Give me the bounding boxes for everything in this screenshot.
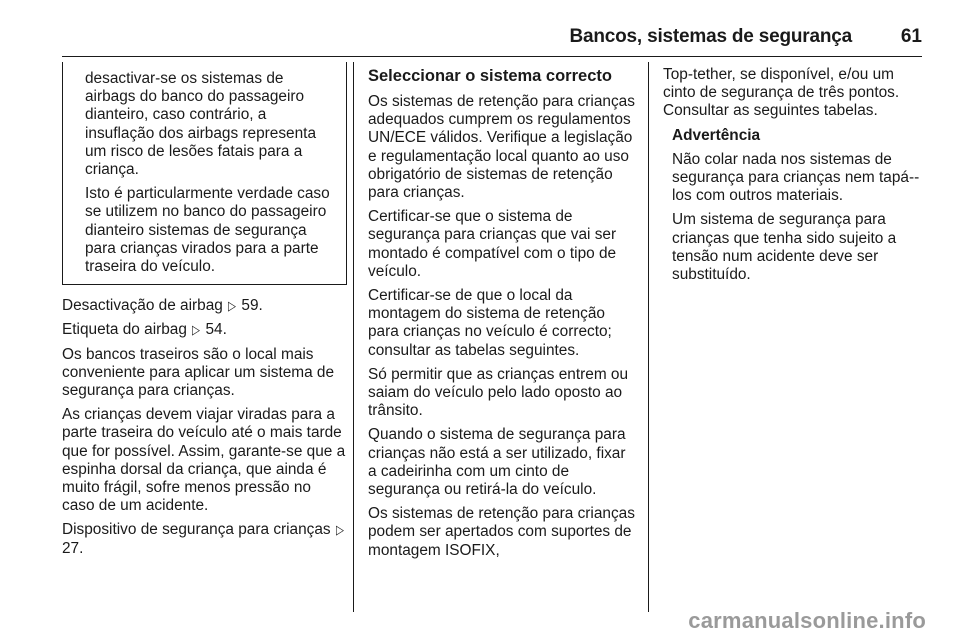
section-heading: Seleccionar o sistema correcto [368, 67, 612, 85]
ref-airbag-deactivation[interactable] [62, 297, 347, 315]
ref-text: Etiqueta do airbag [62, 321, 187, 339]
warning-text-2: Isto é particularmente verdade caso se utilizem no banco do passageiro dianteiro sistemas de segurança para crianças virados para a parte traseira do veículo. [85, 185, 330, 276]
section-title: Bancos, sistemas de segurança [569, 26, 852, 47]
paragraph-rear-seats: Os bancos traseiros são o local mais conveniente para aplicar um sistema de segurança para crianças. [62, 345, 335, 400]
paragraph: Os sistemas de retenção para crianças adequados cumprem os regulamentos UN/ECE válidos. Verifique a legislação e regulamentação local quanto ao uso obrigatório de sistemas de retenção para crianças. [368, 93, 635, 202]
column-divider-1 [353, 62, 354, 612]
paragraph: Só permitir que as crianças entrem ou saiam do veículo pelo lado oposto ao trânsito. [368, 365, 629, 420]
page-header [62, 26, 922, 50]
column-2 [368, 66, 638, 566]
paragraph: Certificar-se que o sistema de segurança para crianças que vai ser montado é compatível com o tipo de veículo. [368, 208, 617, 280]
column-3 [663, 66, 923, 290]
arrow-right-icon: ▷ [192, 322, 201, 338]
arrow-right-icon: ▷ [228, 298, 237, 314]
warning-text: Não colar nada nos sistemas de segurança para crianças nem tapá--los com outros materiais. [672, 150, 920, 205]
ref-page: 27. [62, 539, 84, 557]
warning-box [62, 62, 347, 285]
ref-page: 54. [205, 321, 227, 339]
arrow-right-icon: ▷ [335, 522, 344, 538]
warning-text-1: desactivar-se os sistemas de airbags do banco do passageiro dianteiro, caso contrário, a insuflação dos airbags representa um risco de lesões fatais para a criança. [85, 70, 317, 179]
warning-note [663, 127, 923, 285]
ref-text: Desactivação de airbag [62, 297, 223, 315]
page-number: 61 [900, 26, 922, 47]
paragraph: Os sistemas de retenção para crianças podem ser apertados com suportes de montagem ISOFIX, [368, 505, 635, 559]
paragraph: Certificar-se de que o local da montagem do sistema de retenção para crianças no veículo é correcto; consultar as tabelas seguintes. [368, 287, 612, 359]
column-divider-2 [648, 62, 649, 612]
paragraph: Quando o sistema de segurança para crianças não está a ser utilizado, fixar a cadeirinha com um cinto de segurança ou retirá-la do veículo. [368, 426, 626, 499]
paragraph-children: As crianças devem viajar viradas para a parte traseira do veículo até o mais tarde que for possível. Assim, garante-se que a espinha dorsal da criança, que ainda é muito frágil, sofre menos pressão no caso de um acidente. [62, 406, 346, 515]
warning-text: Um sistema de segurança para crianças que tenha sido sujeito a tensão num acidente deve ser substituído. [672, 211, 897, 284]
ref-airbag-label[interactable] [62, 321, 347, 339]
paragraph-intro: Top-tether, se disponível, e/ou um cinto de segurança de três pontos. Consultar as seguintes tabelas. [663, 66, 900, 120]
ref-text: Dispositivo de segurança para crianças [62, 521, 331, 539]
ref-child-restraint[interactable] [62, 521, 347, 557]
column-1 [62, 62, 347, 564]
ref-page: 59. [241, 297, 263, 315]
watermark: carmanualsonline.info [688, 608, 926, 633]
header-rule [62, 56, 922, 57]
warning-title: Advertência [672, 126, 761, 144]
